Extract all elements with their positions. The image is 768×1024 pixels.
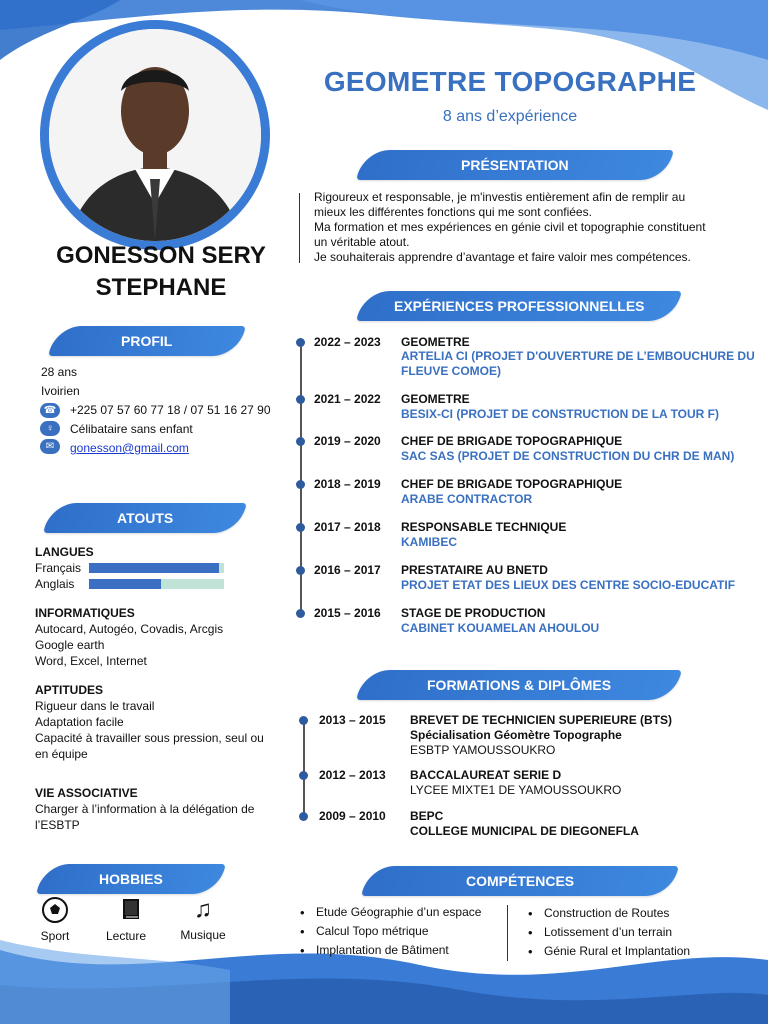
edu-line: LYCEE MIXTE1 DE YAMOUSSOUKRO bbox=[410, 783, 622, 797]
edu-years: 2012 – 2013 bbox=[319, 768, 386, 782]
aptitude-item: Adaptation facile bbox=[35, 715, 124, 729]
edu-line: BEPC bbox=[410, 809, 444, 823]
hobby-label: Sport bbox=[40, 929, 70, 943]
timeline-dot bbox=[299, 812, 308, 821]
name-line-2: STEPHANE bbox=[95, 274, 227, 301]
informatique-item: Autocard, Autogéo, Covadis, Arcgis bbox=[35, 622, 224, 636]
mail-icon: ✉ bbox=[40, 439, 60, 454]
hobby-label: Lecture bbox=[105, 929, 147, 943]
exp-org-line: FLEUVE COMOE) bbox=[401, 364, 502, 378]
presentation-line: Ma formation et mes expériences en génie civil et topographie constituent bbox=[314, 220, 706, 234]
exp-role: CHEF DE BRIGADE TOPOGRAPHIQUE bbox=[401, 477, 623, 491]
profil-banner: PROFIL bbox=[48, 326, 245, 356]
experiences-banner: EXPÉRIENCES PROFESSIONNELLES bbox=[356, 291, 681, 321]
competence-item: • Etude Géographie d’un espace bbox=[316, 903, 481, 922]
edu-line: BREVET DE TECHNICIEN SUPERIEURE (BTS) bbox=[410, 713, 673, 727]
presentation-line: Rigoureux et responsable, je m'investis entièrement afin de remplir au bbox=[314, 190, 686, 204]
timeline-dot bbox=[299, 771, 308, 780]
timeline-dot bbox=[299, 716, 308, 725]
exp-org bbox=[401, 621, 761, 636]
book-icon bbox=[116, 895, 146, 925]
exp-org bbox=[401, 578, 761, 593]
edu-text bbox=[410, 713, 740, 758]
competence-item: • Calcul Topo métrique bbox=[316, 922, 481, 941]
profile-photo bbox=[49, 29, 261, 241]
exp-role: PRESTATAIRE AU BNETD bbox=[401, 563, 548, 577]
exp-org-line: KAMIBEC bbox=[401, 535, 457, 549]
langues-title: LANGUES bbox=[35, 545, 94, 559]
language-bar-fill bbox=[89, 579, 161, 589]
exp-role: CHEF DE BRIGADE TOPOGRAPHIQUE bbox=[401, 434, 623, 448]
profile-photo-frame bbox=[40, 20, 270, 250]
formations-banner: FORMATIONS & DIPLÔMES bbox=[356, 670, 681, 700]
edu-text bbox=[410, 768, 740, 798]
informatiques-title: INFORMATIQUES bbox=[35, 606, 135, 620]
edu-line: Spécialisation Géomètre Topographe bbox=[410, 728, 622, 742]
exp-org bbox=[401, 492, 761, 507]
presentation-line: un véritable atout. bbox=[314, 235, 410, 249]
hobbies-banner: HOBBIES bbox=[36, 864, 225, 894]
language-bar-fill bbox=[89, 563, 219, 573]
competences-list-left bbox=[298, 903, 481, 960]
edu-line: ESBTP YAMOUSSOUKRO bbox=[410, 743, 556, 757]
presentation-bracket bbox=[299, 193, 306, 263]
name-line-1: GONESSON SERY bbox=[56, 242, 266, 269]
edu-years: 2009 – 2010 bbox=[319, 809, 386, 823]
timeline-dot bbox=[296, 609, 305, 618]
exp-org-line: PROJET ETAT DES LIEUX DES CENTRE SOCIO-EDUCATIF bbox=[401, 578, 736, 592]
timeline-dot bbox=[296, 566, 305, 575]
exp-years: 2018 – 2019 bbox=[314, 477, 381, 491]
profil-nationality: Ivoirien bbox=[41, 384, 80, 398]
exp-org bbox=[401, 349, 761, 379]
profil-phone: +225 07 57 60 77 18 / 07 51 16 27 90 bbox=[70, 403, 271, 417]
vie-associative-text bbox=[35, 801, 285, 833]
phone-icon: ☎ bbox=[40, 403, 60, 418]
exp-role: RESPONSABLE TECHNIQUE bbox=[401, 520, 567, 534]
exp-years: 2017 – 2018 bbox=[314, 520, 381, 534]
edu-text bbox=[410, 809, 740, 839]
exp-org-line: ARABE CONTRACTOR bbox=[401, 492, 533, 506]
profil-status: Célibataire sans enfant bbox=[70, 422, 193, 436]
exp-role: GEOMETRE bbox=[401, 392, 470, 406]
formation-timeline bbox=[303, 718, 305, 816]
edu-years: 2013 – 2015 bbox=[319, 713, 386, 727]
timeline-dot bbox=[296, 437, 305, 446]
person-silhouette-icon bbox=[49, 29, 261, 241]
exp-org-line: ARTELIA CI (PROJET D'OUVERTURE DE L’EMBOUCHURE DU bbox=[401, 349, 755, 363]
profil-age: 28 ans bbox=[41, 365, 78, 379]
competences-list-right bbox=[526, 904, 690, 961]
atouts-banner: ATOUTS bbox=[43, 503, 246, 533]
aptitude-item: Rigueur dans le travail bbox=[35, 699, 155, 713]
language-name: Français bbox=[35, 561, 82, 575]
language-bar bbox=[89, 563, 224, 573]
competence-item: • Implantation de Bâtiment bbox=[316, 941, 481, 960]
edu-line: COLLEGE MUNICIPAL DE DIEGONEFLA bbox=[410, 824, 639, 838]
profil-email-link[interactable]: gonesson@gmail.com bbox=[70, 441, 189, 455]
exp-role: GEOMETRE bbox=[401, 335, 470, 349]
vie-line: Charger à l’information à la délégation de bbox=[35, 802, 255, 816]
presentation-text bbox=[314, 190, 754, 265]
presentation-line: Je souhaiterais apprendre d’avantage et faire valoir mes compétences. bbox=[314, 250, 691, 264]
exp-org-line: CABINET KOUAMELAN AHOULOU bbox=[401, 621, 600, 635]
exp-years: 2016 – 2017 bbox=[314, 563, 381, 577]
exp-org bbox=[401, 407, 761, 422]
soccer-ball-icon bbox=[40, 896, 70, 926]
informatiques-list bbox=[35, 621, 275, 669]
language-name: Anglais bbox=[35, 577, 75, 591]
edu-line: BACCALAUREAT SERIE D bbox=[410, 768, 562, 782]
exp-role: STAGE DE PRODUCTION bbox=[401, 606, 546, 620]
person-icon: ♀ bbox=[40, 421, 60, 436]
presentation-line: mieux les différentes fonctions qui me sont confiées. bbox=[314, 205, 592, 219]
timeline-dot bbox=[296, 338, 305, 347]
aptitudes-list bbox=[35, 698, 285, 762]
exp-years: 2015 – 2016 bbox=[314, 606, 381, 620]
competences-banner: COMPÉTENCES bbox=[361, 866, 678, 896]
aptitudes-title: APTITUDES bbox=[35, 683, 104, 697]
exp-org bbox=[401, 535, 761, 550]
experience-years: 8 ans d’expérience bbox=[442, 108, 578, 125]
competence-item: • Construction de Routes bbox=[544, 904, 690, 923]
vie-associative-title: VIE ASSOCIATIVE bbox=[35, 786, 138, 800]
exp-years: 2022 – 2023 bbox=[314, 335, 381, 349]
exp-years: 2019 – 2020 bbox=[314, 434, 381, 448]
informatique-item: Word, Excel, Internet bbox=[35, 654, 147, 668]
exp-org bbox=[401, 449, 761, 464]
timeline-dot bbox=[296, 395, 305, 404]
presentation-banner: PRÉSENTATION bbox=[356, 150, 673, 180]
music-note-icon: ♫ bbox=[194, 896, 212, 923]
exp-years: 2021 – 2022 bbox=[314, 392, 381, 406]
language-bar bbox=[89, 579, 224, 589]
timeline-dot bbox=[296, 480, 305, 489]
timeline-dot bbox=[296, 523, 305, 532]
competence-item: • Génie Rural et Implantation bbox=[544, 942, 690, 961]
candidate-name bbox=[30, 240, 292, 304]
hobby-label: Musique bbox=[180, 928, 226, 942]
competences-divider bbox=[507, 905, 509, 961]
informatique-item: Google earth bbox=[35, 638, 105, 652]
aptitude-item: Capacité à travailler sous pression, seul ou bbox=[35, 731, 264, 745]
exp-org-line: BESIX-CI (PROJET DE CONSTRUCTION DE LA TOUR F) bbox=[401, 407, 720, 421]
exp-org-line: SAC SAS (PROJET DE CONSTRUCTION DU CHR DE MAN) bbox=[401, 449, 735, 463]
competence-item: • Lotissement d’un terrain bbox=[544, 923, 690, 942]
aptitude-item: en équipe bbox=[35, 747, 88, 761]
vie-line: l’ESBTP bbox=[35, 818, 80, 832]
job-title: GEOMETRE TOPOGRAPHE bbox=[323, 66, 697, 97]
